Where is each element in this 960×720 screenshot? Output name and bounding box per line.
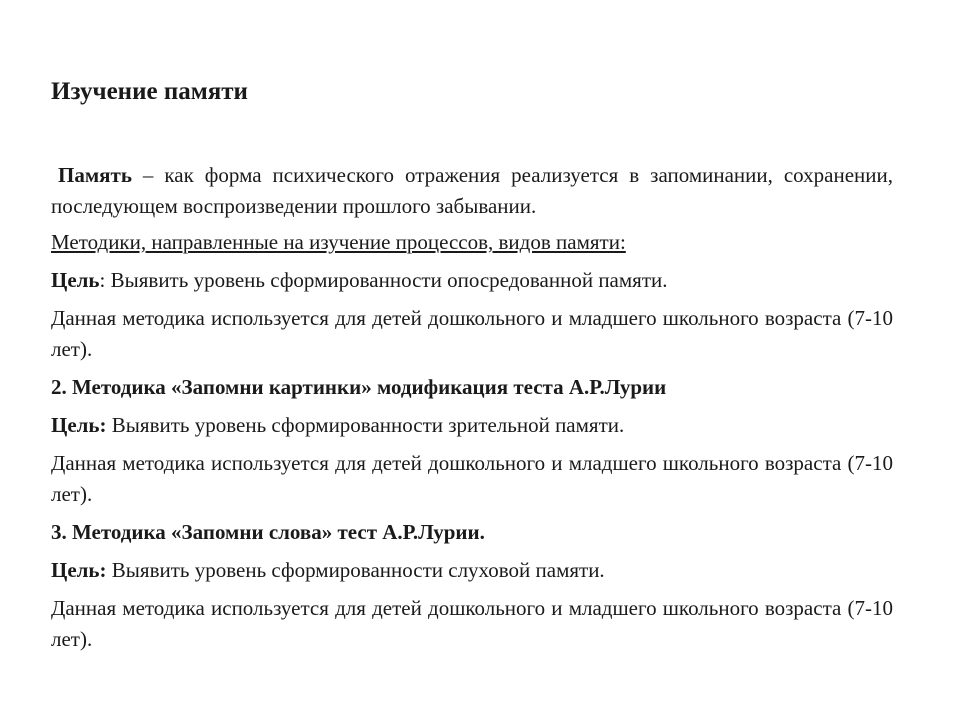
intro-paragraph bbox=[51, 160, 893, 222]
block1-goal bbox=[51, 265, 893, 296]
slide-content bbox=[51, 160, 893, 662]
block3-goal bbox=[51, 555, 893, 586]
block1-usage: Данная методика используется для детей дошкольного и младшего школьного возраста (7-10 лет). bbox=[51, 306, 893, 361]
block2-goal-label: Цель: bbox=[51, 413, 107, 437]
block2-heading: 2. Методика «Запомни картинки» модификация теста А.Р.Лурии bbox=[51, 375, 667, 399]
block3-usage: Данная методика используется для детей дошкольного и младшего школьного возраста (7-10 лет). bbox=[51, 596, 893, 651]
block3-goal-label: Цель: bbox=[51, 558, 107, 582]
block3-heading: 3. Методика «Запомни слова» тест А.Р.Лурии. bbox=[51, 520, 485, 544]
intro-text: – как форма психического отражения реализуется в запоминании, сохранении, последующем воспроизведении прошлого забывании. bbox=[51, 163, 893, 218]
methods-heading-line bbox=[51, 227, 893, 258]
block1-goal-text: : Выявить уровень сформированности опосредованной памяти. bbox=[99, 268, 668, 292]
block2-usage: Данная методика используется для детей дошкольного и младшего школьного возраста (7-10 лет). bbox=[51, 451, 893, 506]
intro-term: Память bbox=[58, 163, 132, 187]
block2-goal-text: Выявить уровень сформированности зрительной памяти. bbox=[106, 413, 625, 437]
slide-title: Изучение памяти bbox=[51, 78, 248, 105]
block2-goal bbox=[51, 410, 893, 441]
block3-goal-text: Выявить уровень сформированности слуховой памяти. bbox=[106, 558, 605, 582]
methods-heading: Методики, направленные на изучение процессов, видов памяти: bbox=[51, 230, 626, 254]
block1-goal-label: Цель bbox=[51, 268, 100, 292]
